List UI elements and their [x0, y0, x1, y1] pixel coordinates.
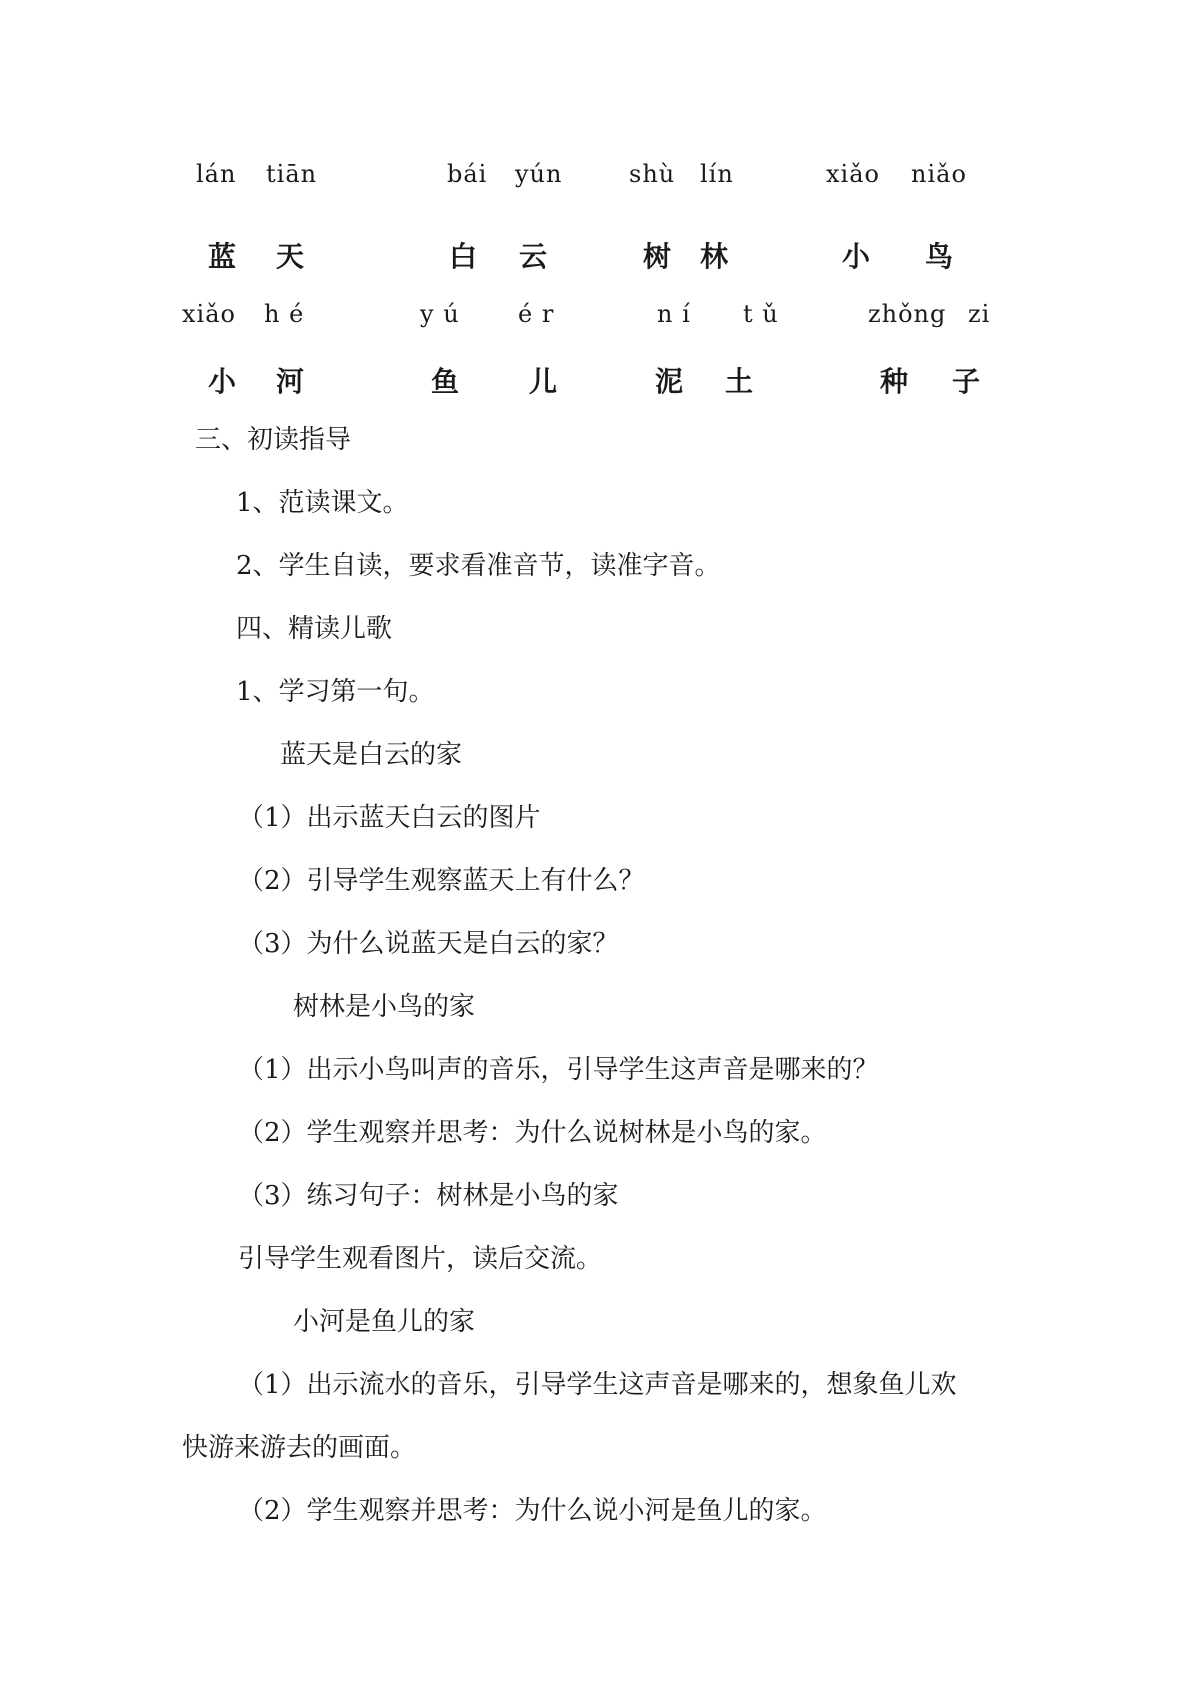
- verse-line: 小河是鱼儿的家: [293, 1307, 476, 1337]
- pinyin-syllable: lín: [700, 160, 734, 188]
- hanzi-char: 种: [880, 365, 909, 398]
- hanzi-char: 泥: [655, 365, 684, 398]
- list-item: 1、学习第一句。: [236, 677, 435, 707]
- vocab-hanzi-row-2: [0, 360, 1191, 398]
- pinyin-syllable: zhǒng: [868, 300, 947, 328]
- vocab-pinyin-row-1: [0, 160, 1191, 194]
- pinyin-syllable: h é: [264, 300, 305, 328]
- pinyin-syllable: t ǔ: [743, 300, 779, 328]
- list-item: （1）出示流水的音乐，引导学生这声音是哪来的，想象鱼儿欢: [238, 1370, 957, 1400]
- list-item: （3）练习句子：树林是小鸟的家: [238, 1181, 619, 1211]
- list-item: （1）出示蓝天白云的图片: [238, 803, 541, 833]
- list-item: 1、范读课文。: [236, 488, 409, 518]
- paragraph-line: 快游来游去的画面。: [182, 1433, 417, 1463]
- pinyin-syllable: lán: [196, 160, 237, 188]
- pinyin-syllable: bái: [447, 160, 488, 188]
- hanzi-char: 鸟: [925, 240, 954, 273]
- vocab-hanzi-row-1: [0, 235, 1191, 273]
- list-item: （1）出示小鸟叫声的音乐，引导学生这声音是哪来的？: [238, 1055, 879, 1085]
- hanzi-char: 云: [519, 240, 548, 273]
- list-item: （3）为什么说蓝天是白云的家？: [238, 929, 619, 959]
- verse-line: 树林是小鸟的家: [293, 992, 476, 1022]
- hanzi-char: 白: [449, 240, 478, 273]
- hanzi-char: 蓝: [208, 240, 237, 273]
- vocab-pinyin-row-2: [0, 300, 1191, 334]
- hanzi-char: 鱼: [431, 365, 460, 398]
- list-item: （2）引导学生观察蓝天上有什么？: [238, 866, 645, 896]
- pinyin-syllable: yún: [515, 160, 563, 188]
- section-heading: 四、精读儿歌: [236, 614, 393, 644]
- hanzi-char: 小: [842, 240, 871, 273]
- pinyin-syllable: shù: [629, 160, 676, 188]
- list-item: 2、学生自读，要求看准音节，读准字音。: [236, 551, 721, 581]
- verse-line: 蓝天是白云的家: [280, 740, 463, 770]
- hanzi-char: 树: [643, 240, 672, 273]
- hanzi-char: 子: [952, 365, 981, 398]
- list-item: （2）学生观察并思考：为什么说树林是小鸟的家。: [238, 1118, 827, 1148]
- pinyin-syllable: niǎo: [911, 160, 967, 188]
- list-item: （2）学生观察并思考：为什么说小河是鱼儿的家。: [238, 1496, 827, 1526]
- hanzi-char: 儿: [529, 365, 558, 398]
- hanzi-char: 林: [700, 240, 729, 273]
- hanzi-char: 河: [276, 365, 305, 398]
- pinyin-syllable: xiǎo: [826, 160, 880, 188]
- pinyin-syllable: xiǎo: [182, 300, 236, 328]
- hanzi-char: 小: [208, 365, 237, 398]
- pinyin-syllable: n í: [657, 300, 691, 328]
- section-heading: 三、初读指导: [195, 425, 352, 455]
- pinyin-syllable: y ú: [420, 300, 460, 328]
- hanzi-char: 天: [276, 240, 305, 273]
- pinyin-syllable: zi: [968, 300, 991, 328]
- pinyin-syllable: é r: [518, 300, 555, 328]
- hanzi-char: 土: [725, 365, 754, 398]
- pinyin-syllable: tiān: [266, 160, 318, 188]
- paragraph-line: 引导学生观看图片，读后交流。: [238, 1244, 603, 1274]
